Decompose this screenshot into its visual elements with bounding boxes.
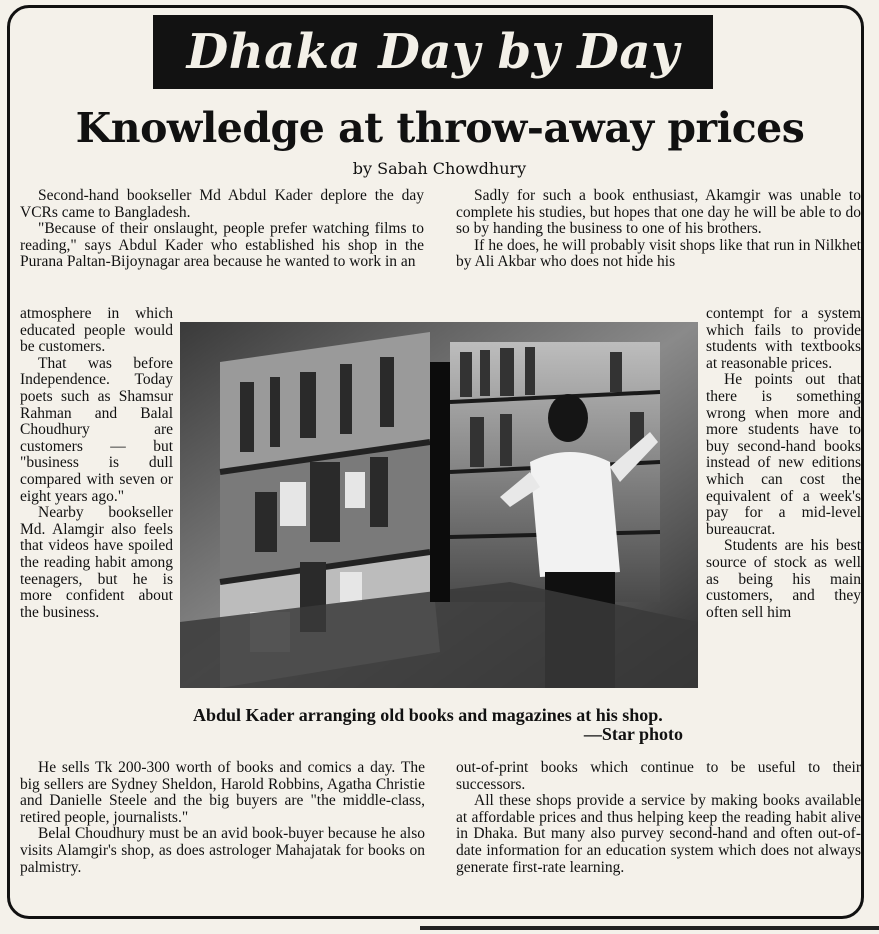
- article-byline: by Sabah Chowdhury: [352, 159, 527, 178]
- paragraph: Sadly for such a book enthusiast, Akamgir was unable to complete his studies, but hopes that one day he will be able to do so by handing the business to one of his brothers.: [456, 187, 861, 238]
- right-column-bottom: [456, 760, 861, 876]
- article-headline: Knowledge at throw-away prices: [75, 104, 805, 152]
- bookshop-photo: [180, 322, 698, 688]
- paragraph: Students are his best source of stock as well as being his main customers, and they often sell him: [706, 537, 861, 621]
- right-column-top: [456, 188, 861, 271]
- bookshop-photo-illustration: [180, 322, 698, 688]
- paragraph: All these shops provide a service by making books available at affordable prices and thus helping keep the reading habit alive in Dhaka. But many also purvey second-hand and often out-of-date information for an education system which does not always generate first-rate learning.: [456, 792, 861, 876]
- photo-caption: [193, 706, 683, 744]
- paragraph: He points out that there is something wrong when more and more students have to buy second-hand books instead of new editions which can cost the equivalent of a week's pay for a mid-level bureaucrat.: [706, 371, 861, 538]
- paragraph: He sells Tk 200-300 worth of books and comics a day. The big sellers are Sydney Sheldon, Harold Robbins, Agatha Christie and Danielle Steele and the big buyers are "the middle-class, retired people, journalists.": [20, 759, 425, 826]
- section-banner-text: Dhaka Day by Day: [186, 24, 680, 80]
- paragraph: out-of-print books which continue to be useful to their successors.: [456, 759, 861, 793]
- paragraph: Nearby bookseller Md. Alamgir also feels that videos have spoiled the reading habit among teenagers, but he is more confident about the business.: [20, 504, 173, 621]
- paragraph: Second-hand bookseller Md Abdul Kader deplore the day VCRs came to Bangladesh.: [20, 187, 424, 221]
- photo-caption-text: Abdul Kader arranging old books and magazines at his shop.: [193, 705, 663, 725]
- section-banner: [153, 15, 713, 89]
- paragraph: contempt for a system which fails to provide students with textbooks at reasonable prices.: [706, 305, 861, 372]
- paragraph: If he does, he will probably visit shops like that run in Nilkhet by Ali Akbar who does not hide his: [456, 236, 861, 271]
- photo-credit: —Star photo: [583, 724, 683, 744]
- left-column-bottom: [20, 760, 425, 876]
- paragraph: "Because of their onslaught, people prefer watching films to reading," says Abdul Kader who established his shop in the Purana Paltan-Bijoynagar area because he wanted to work in an: [20, 220, 424, 271]
- right-column-narrow: [706, 306, 861, 621]
- bottom-rule: [420, 926, 879, 930]
- paragraph: Belal Choudhury must be an avid book-buyer because he also visits Alamgir's shop, as does astrologer Mahajatak for books on palmistry.: [20, 825, 425, 876]
- paragraph: That was before Independence. Today poets such as Shamsur Rahman and Balal Choudhury are customers — but "business is dull compared with seven or eight years ago.": [20, 354, 173, 505]
- paragraph: atmosphere in which educated people would be customers.: [20, 305, 173, 356]
- left-column-narrow: [20, 306, 173, 621]
- left-column-top: [20, 188, 424, 271]
